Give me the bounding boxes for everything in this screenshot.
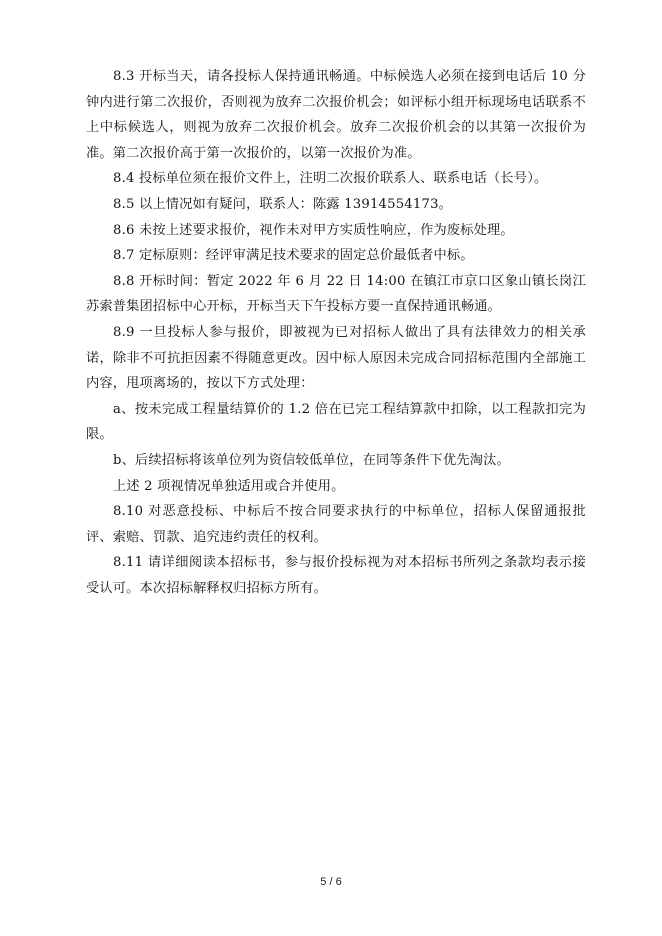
- clause-8-9-note: 上述 2 项视情况单独适用或合并使用。: [113, 478, 345, 494]
- clause-8-9-item-b: b、后续招标将该单位列为资信较低单位，在同等条件下优先淘汰。: [113, 452, 510, 468]
- clause-8-9-item-a: a、按未完成工程量结算价的 1.2 倍在已完工程结算款中扣除，以工程款扣完为限。: [86, 401, 586, 443]
- clause-8-6: 8.6 未按上述要求报价，视作未对甲方实质性响应，作为废标处理。: [113, 222, 514, 238]
- clause-8-7: 8.7 定标原则：经评审满足技术要求的固定总价最低者中标。: [113, 248, 474, 264]
- clause-8-8: 8.8 开标时间：暂定 2022 年 6 月 22 日 14:00 在镇江市京口区象山镇长岗江苏索普集团招标中心开标，开标当天下午投标方要一直保持通讯畅通。: [86, 273, 586, 315]
- clause-8-3: 8.3 开标当天，请各投标人保持通讯畅通。中标候选人必须在接到电话后 10 分钟内进行第二次报价，否则视为放弃二次报价机会；如评标小组开标现场电话联系不上中标候选人，则视为放弃二次报价机会。放弃二次报价机会的以其第一次报价为准。第二次报价高于第一次报价的，以第一次报价为准。: [86, 69, 586, 161]
- clause-8-11: 8.11 请详细阅读本招标书，参与报价投标视为对本招标书所列之条款均表示接受认可。本次招标解释权归招标方所有。: [86, 555, 586, 596]
- clause-8-4: 8.4 投标单位须在报价文件上，注明二次报价联系人、联系电话（长号）。: [113, 171, 548, 187]
- document-body: [86, 64, 586, 601]
- clause-8-9: 8.9 一旦投标人参与报价，即被视为已对招标人做出了具有法律效力的相关承诺，除非不可抗拒因素不得随意更改。因中标人原因未完成合同招标范围内全部施工内容，甩项离场的，按以下方式处理：: [86, 324, 586, 392]
- clause-8-10: 8.10 对恶意投标、中标后不按合同要求执行的中标单位，招标人保留通报批评、索赔、罚款、追究违约责任的权利。: [86, 504, 586, 545]
- clause-8-5: 8.5 以上情况如有疑问，联系人：陈露 13914554173。: [113, 196, 453, 212]
- page-number: 5 / 6: [320, 876, 342, 888]
